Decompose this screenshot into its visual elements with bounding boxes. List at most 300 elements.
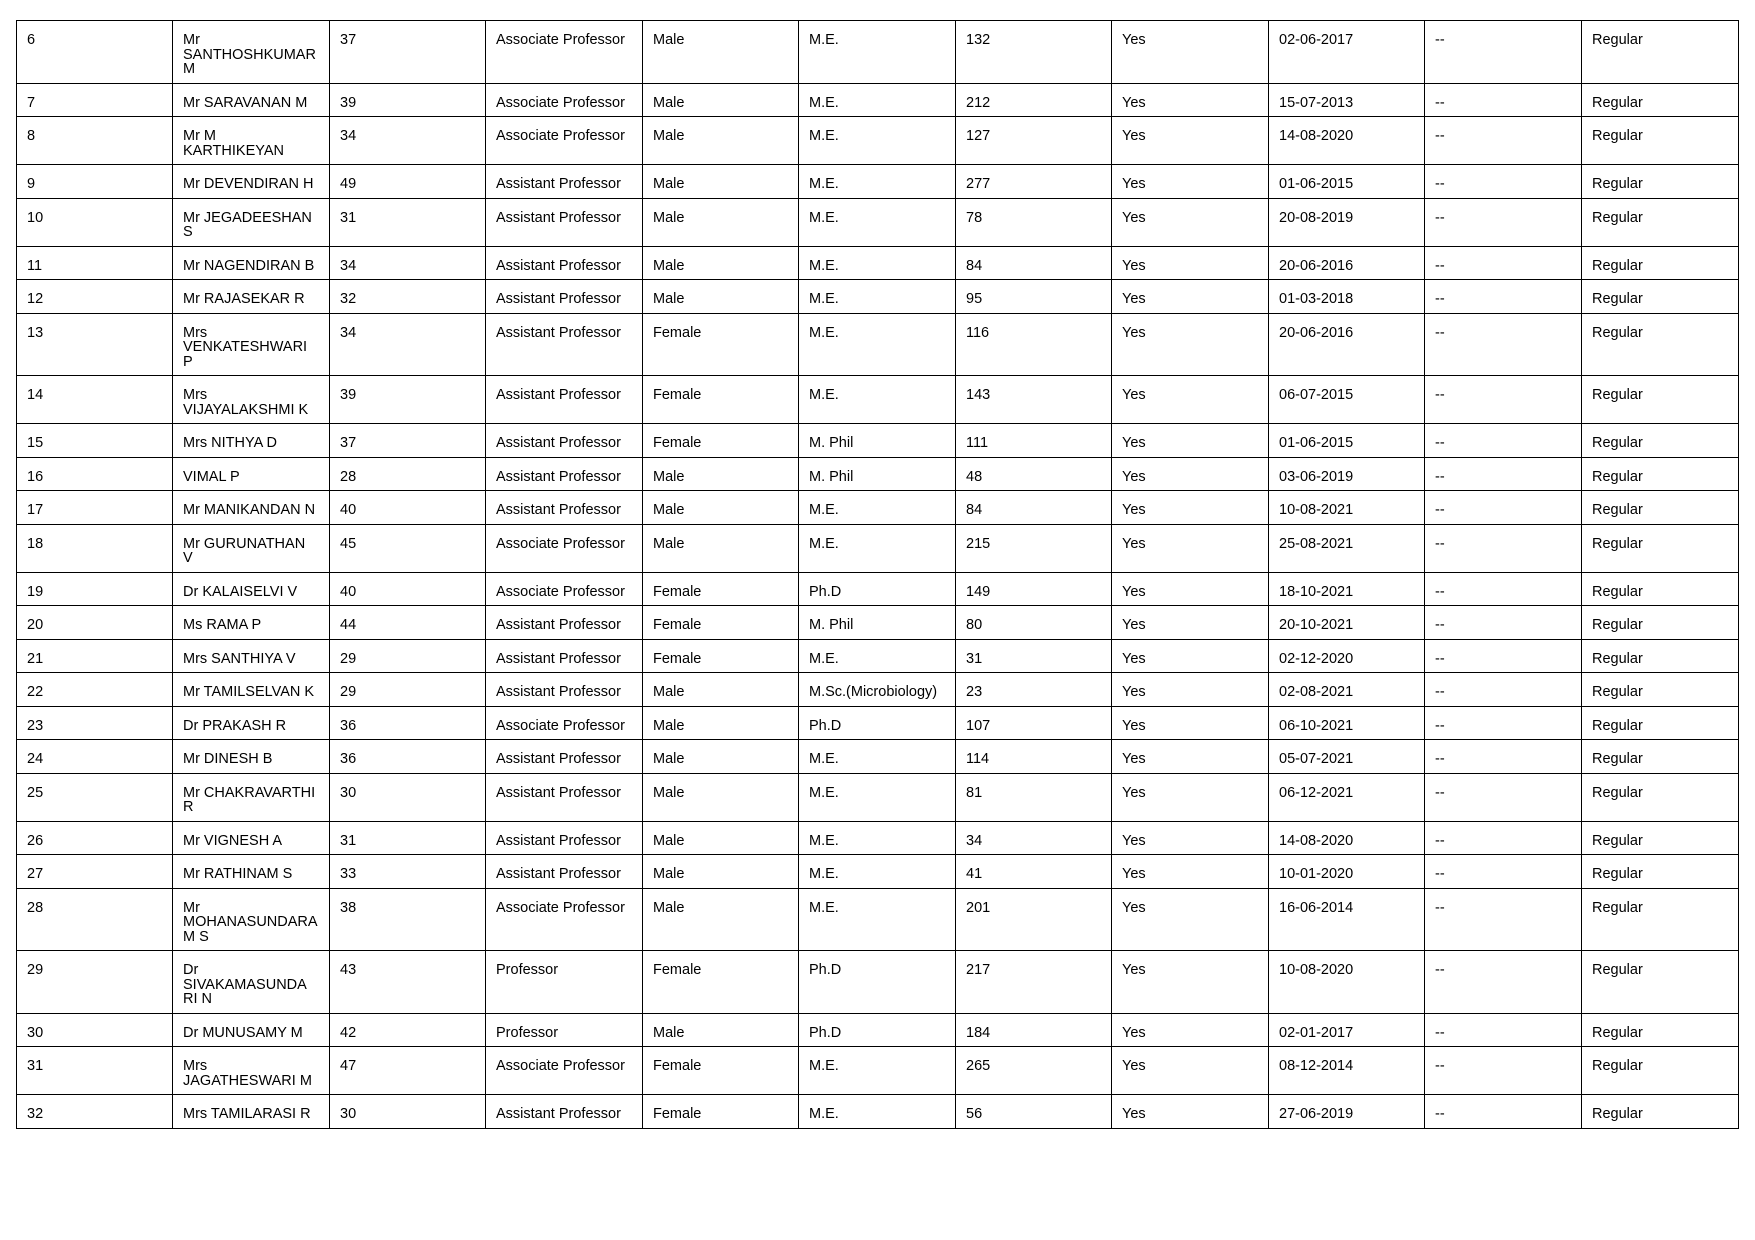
experience-cell: 84: [956, 491, 1112, 525]
qualification-cell: M. Phil: [799, 606, 956, 640]
leaving-date-cell: --: [1425, 117, 1582, 165]
table-row: [17, 280, 1739, 314]
name-line: KARTHIKEYAN: [183, 142, 284, 159]
joining-date-cell: 02-06-2017: [1269, 21, 1425, 84]
leaving-date-cell: --: [1425, 888, 1582, 951]
gender-cell: Male: [643, 524, 799, 572]
experience-cell: 80: [956, 606, 1112, 640]
name-line: M: [183, 61, 196, 77]
leaving-date-cell: --: [1425, 280, 1582, 314]
gender-cell: Male: [643, 1013, 799, 1047]
gender-cell: Male: [643, 855, 799, 889]
nature-of-association-cell: Regular: [1582, 1013, 1739, 1047]
name-cell: [173, 606, 330, 640]
nature-of-association-cell: Regular: [1582, 951, 1739, 1014]
table-row: [17, 165, 1739, 199]
serial-number-cell: 6: [17, 21, 173, 84]
table-row: [17, 376, 1739, 424]
experience-cell: 217: [956, 951, 1112, 1014]
gender-cell: Male: [643, 706, 799, 740]
name-line: Mr RATHINAM S: [183, 866, 293, 882]
name-cell: [173, 457, 330, 491]
currently-associated-cell: Yes: [1112, 524, 1269, 572]
gender-cell: Female: [643, 572, 799, 606]
joining-date-cell: 06-12-2021: [1269, 773, 1425, 821]
name-line: Mrs: [183, 387, 208, 403]
age-cell: 34: [330, 313, 486, 376]
qualification-cell: M.E.: [799, 524, 956, 572]
experience-cell: 41: [956, 855, 1112, 889]
name-cell: [173, 773, 330, 821]
qualification-cell: M.E.: [799, 773, 956, 821]
serial-number-cell: 8: [17, 117, 173, 165]
name-cell: [173, 951, 330, 1014]
nature-of-association-cell: Regular: [1582, 491, 1739, 525]
experience-cell: 34: [956, 821, 1112, 855]
leaving-date-cell: --: [1425, 21, 1582, 84]
name-line: RI N: [183, 991, 212, 1007]
currently-associated-cell: Yes: [1112, 83, 1269, 117]
table-row: [17, 491, 1739, 525]
qualification-cell: M.E.: [799, 313, 956, 376]
age-cell: 49: [330, 165, 486, 199]
gender-cell: Male: [643, 888, 799, 951]
serial-number-cell: 17: [17, 491, 173, 525]
age-cell: 39: [330, 83, 486, 117]
name-line: Mr MANIKANDAN N: [183, 502, 316, 518]
serial-number-cell: 16: [17, 457, 173, 491]
age-cell: 33: [330, 855, 486, 889]
designation-cell: Assistant Professor: [486, 424, 643, 458]
currently-associated-cell: Yes: [1112, 951, 1269, 1014]
gender-cell: Male: [643, 21, 799, 84]
leaving-date-cell: --: [1425, 246, 1582, 280]
currently-associated-cell: Yes: [1112, 491, 1269, 525]
currently-associated-cell: Yes: [1112, 457, 1269, 491]
joining-date-cell: 10-08-2020: [1269, 951, 1425, 1014]
name-cell: [173, 524, 330, 572]
currently-associated-cell: Yes: [1112, 606, 1269, 640]
name-cell: [173, 21, 330, 84]
age-cell: 36: [330, 740, 486, 774]
nature-of-association-cell: Regular: [1582, 424, 1739, 458]
serial-number-cell: 14: [17, 376, 173, 424]
designation-cell: Assistant Professor: [486, 855, 643, 889]
qualification-cell: Ph.D: [799, 951, 956, 1014]
gender-cell: Female: [643, 639, 799, 673]
name-line: Mr M: [183, 128, 217, 144]
serial-number-cell: 19: [17, 572, 173, 606]
leaving-date-cell: --: [1425, 83, 1582, 117]
age-cell: 37: [330, 21, 486, 84]
joining-date-cell: 14-08-2020: [1269, 821, 1425, 855]
currently-associated-cell: Yes: [1112, 673, 1269, 707]
serial-number-cell: 29: [17, 951, 173, 1014]
qualification-cell: M. Phil: [799, 424, 956, 458]
name-line: Mrs: [183, 1058, 208, 1074]
name-line: Mr CHAKRAVARTHI: [183, 784, 316, 801]
designation-cell: Associate Professor: [486, 888, 643, 951]
serial-number-cell: 28: [17, 888, 173, 951]
table-row: [17, 524, 1739, 572]
experience-cell: 215: [956, 524, 1112, 572]
name-cell: [173, 572, 330, 606]
joining-date-cell: 01-06-2015: [1269, 424, 1425, 458]
age-cell: 47: [330, 1047, 486, 1095]
experience-cell: 81: [956, 773, 1112, 821]
name-cell: [173, 313, 330, 376]
nature-of-association-cell: Regular: [1582, 706, 1739, 740]
age-cell: 31: [330, 198, 486, 246]
qualification-cell: M.E.: [799, 639, 956, 673]
leaving-date-cell: --: [1425, 1013, 1582, 1047]
name-cell: [173, 1013, 330, 1047]
currently-associated-cell: Yes: [1112, 1095, 1269, 1129]
qualification-cell: M.E.: [799, 740, 956, 774]
nature-of-association-cell: Regular: [1582, 639, 1739, 673]
nature-of-association-cell: Regular: [1582, 888, 1739, 951]
serial-number-cell: 7: [17, 83, 173, 117]
name-line: Dr: [183, 962, 199, 978]
leaving-date-cell: --: [1425, 457, 1582, 491]
age-cell: 39: [330, 376, 486, 424]
name-line: Mr TAMILSELVAN K: [183, 684, 315, 700]
nature-of-association-cell: Regular: [1582, 1047, 1739, 1095]
nature-of-association-cell: Regular: [1582, 117, 1739, 165]
gender-cell: Male: [643, 117, 799, 165]
qualification-cell: Ph.D: [799, 1013, 956, 1047]
designation-cell: Assistant Professor: [486, 673, 643, 707]
experience-cell: 212: [956, 83, 1112, 117]
designation-cell: Assistant Professor: [486, 639, 643, 673]
joining-date-cell: 06-10-2021: [1269, 706, 1425, 740]
nature-of-association-cell: Regular: [1582, 673, 1739, 707]
name-cell: [173, 376, 330, 424]
serial-number-cell: 9: [17, 165, 173, 199]
name-line: Dr KALAISELVI V: [183, 583, 298, 600]
qualification-cell: Ph.D: [799, 706, 956, 740]
gender-cell: Female: [643, 376, 799, 424]
name-line: R: [183, 799, 194, 815]
designation-cell: Assistant Professor: [486, 376, 643, 424]
gender-cell: Female: [643, 424, 799, 458]
designation-cell: Associate Professor: [486, 706, 643, 740]
serial-number-cell: 23: [17, 706, 173, 740]
table-row: [17, 457, 1739, 491]
designation-cell: Assistant Professor: [486, 280, 643, 314]
experience-cell: 132: [956, 21, 1112, 84]
nature-of-association-cell: Regular: [1582, 198, 1739, 246]
table-row: [17, 855, 1739, 889]
name-cell: [173, 673, 330, 707]
age-cell: 42: [330, 1013, 486, 1047]
designation-cell: Professor: [486, 951, 643, 1014]
experience-cell: 111: [956, 424, 1112, 458]
name-line: Mrs: [183, 324, 208, 341]
nature-of-association-cell: Regular: [1582, 376, 1739, 424]
currently-associated-cell: Yes: [1112, 572, 1269, 606]
name-line: P: [183, 353, 193, 370]
gender-cell: Male: [643, 280, 799, 314]
name-line: Mr: [183, 899, 200, 916]
serial-number-cell: 13: [17, 313, 173, 376]
name-cell: [173, 639, 330, 673]
designation-cell: Professor: [486, 1013, 643, 1047]
currently-associated-cell: Yes: [1112, 246, 1269, 280]
experience-cell: 184: [956, 1013, 1112, 1047]
currently-associated-cell: Yes: [1112, 639, 1269, 673]
name-cell: [173, 706, 330, 740]
age-cell: 30: [330, 1095, 486, 1129]
leaving-date-cell: --: [1425, 313, 1582, 376]
name-cell: [173, 1095, 330, 1129]
serial-number-cell: 27: [17, 855, 173, 889]
leaving-date-cell: --: [1425, 855, 1582, 889]
joining-date-cell: 02-12-2020: [1269, 639, 1425, 673]
currently-associated-cell: Yes: [1112, 165, 1269, 199]
joining-date-cell: 14-08-2020: [1269, 117, 1425, 165]
age-cell: 36: [330, 706, 486, 740]
name-line: VIMAL P: [183, 468, 240, 485]
table-row: [17, 21, 1739, 84]
name-line: SANTHOSHKUMAR: [183, 46, 316, 63]
name-line: JAGATHESWARI M: [183, 1072, 312, 1089]
leaving-date-cell: --: [1425, 773, 1582, 821]
name-line: Dr PRAKASH R: [183, 717, 287, 734]
serial-number-cell: 15: [17, 424, 173, 458]
name-line: Mr: [183, 32, 200, 48]
currently-associated-cell: Yes: [1112, 313, 1269, 376]
leaving-date-cell: --: [1425, 673, 1582, 707]
table-row: [17, 821, 1739, 855]
gender-cell: Male: [643, 491, 799, 525]
name-line: Mrs NITHYA D: [183, 435, 277, 451]
joining-date-cell: 03-06-2019: [1269, 457, 1425, 491]
gender-cell: Female: [643, 606, 799, 640]
table-row: [17, 1095, 1739, 1129]
nature-of-association-cell: Regular: [1582, 165, 1739, 199]
gender-cell: Male: [643, 773, 799, 821]
name-cell: [173, 1047, 330, 1095]
name-line: Mr JEGADEESHAN: [183, 209, 312, 226]
joining-date-cell: 01-03-2018: [1269, 280, 1425, 314]
currently-associated-cell: Yes: [1112, 821, 1269, 855]
experience-cell: 277: [956, 165, 1112, 199]
nature-of-association-cell: Regular: [1582, 83, 1739, 117]
leaving-date-cell: --: [1425, 491, 1582, 525]
joining-date-cell: 05-07-2021: [1269, 740, 1425, 774]
name-cell: [173, 198, 330, 246]
nature-of-association-cell: Regular: [1582, 524, 1739, 572]
serial-number-cell: 10: [17, 198, 173, 246]
name-line: Ms RAMA P: [183, 617, 262, 633]
name-line: Mr GURUNATHAN: [183, 535, 306, 552]
table-row: [17, 639, 1739, 673]
leaving-date-cell: --: [1425, 376, 1582, 424]
name-line: V: [183, 550, 193, 566]
serial-number-cell: 25: [17, 773, 173, 821]
name-cell: [173, 246, 330, 280]
currently-associated-cell: Yes: [1112, 855, 1269, 889]
experience-cell: 23: [956, 673, 1112, 707]
name-line: MOHANASUNDARA: [183, 914, 318, 930]
designation-cell: Associate Professor: [486, 83, 643, 117]
qualification-cell: M.E.: [799, 855, 956, 889]
designation-cell: Assistant Professor: [486, 740, 643, 774]
leaving-date-cell: --: [1425, 424, 1582, 458]
name-cell: [173, 83, 330, 117]
table-row: [17, 706, 1739, 740]
name-cell: [173, 117, 330, 165]
joining-date-cell: 06-07-2015: [1269, 376, 1425, 424]
nature-of-association-cell: Regular: [1582, 313, 1739, 376]
qualification-cell: M.E.: [799, 21, 956, 84]
gender-cell: Male: [643, 198, 799, 246]
age-cell: 43: [330, 951, 486, 1014]
currently-associated-cell: Yes: [1112, 280, 1269, 314]
age-cell: 30: [330, 773, 486, 821]
currently-associated-cell: Yes: [1112, 1047, 1269, 1095]
designation-cell: Assistant Professor: [486, 246, 643, 280]
table-row: [17, 424, 1739, 458]
designation-cell: Assistant Professor: [486, 773, 643, 821]
leaving-date-cell: --: [1425, 572, 1582, 606]
gender-cell: Female: [643, 313, 799, 376]
experience-cell: 48: [956, 457, 1112, 491]
gender-cell: Female: [643, 951, 799, 1014]
designation-cell: Assistant Professor: [486, 1095, 643, 1129]
experience-cell: 78: [956, 198, 1112, 246]
qualification-cell: M.E.: [799, 1095, 956, 1129]
joining-date-cell: 25-08-2021: [1269, 524, 1425, 572]
experience-cell: 31: [956, 639, 1112, 673]
age-cell: 37: [330, 424, 486, 458]
table-row: [17, 773, 1739, 821]
age-cell: 34: [330, 117, 486, 165]
age-cell: 45: [330, 524, 486, 572]
nature-of-association-cell: Regular: [1582, 21, 1739, 84]
qualification-cell: M. Phil: [799, 457, 956, 491]
joining-date-cell: 10-01-2020: [1269, 855, 1425, 889]
nature-of-association-cell: Regular: [1582, 773, 1739, 821]
gender-cell: Male: [643, 740, 799, 774]
table-row: [17, 1013, 1739, 1047]
joining-date-cell: 20-08-2019: [1269, 198, 1425, 246]
gender-cell: Male: [643, 246, 799, 280]
leaving-date-cell: --: [1425, 1095, 1582, 1129]
name-cell: [173, 888, 330, 951]
age-cell: 40: [330, 572, 486, 606]
table-row: [17, 1047, 1739, 1095]
designation-cell: Associate Professor: [486, 117, 643, 165]
nature-of-association-cell: Regular: [1582, 855, 1739, 889]
designation-cell: Assistant Professor: [486, 198, 643, 246]
qualification-cell: M.E.: [799, 165, 956, 199]
faculty-table: [16, 20, 1739, 1129]
gender-cell: Male: [643, 673, 799, 707]
table-row: [17, 951, 1739, 1014]
experience-cell: 114: [956, 740, 1112, 774]
name-line: S: [183, 224, 193, 240]
experience-cell: 84: [956, 246, 1112, 280]
nature-of-association-cell: Regular: [1582, 1095, 1739, 1129]
table-row: [17, 572, 1739, 606]
age-cell: 38: [330, 888, 486, 951]
age-cell: 29: [330, 639, 486, 673]
age-cell: 31: [330, 821, 486, 855]
qualification-cell: M.E.: [799, 246, 956, 280]
qualification-cell: M.Sc.(Microbiology): [799, 673, 956, 707]
qualification-cell: M.E.: [799, 83, 956, 117]
table-row: [17, 673, 1739, 707]
experience-cell: 127: [956, 117, 1112, 165]
gender-cell: Male: [643, 83, 799, 117]
currently-associated-cell: Yes: [1112, 1013, 1269, 1047]
qualification-cell: M.E.: [799, 198, 956, 246]
serial-number-cell: 26: [17, 821, 173, 855]
name-line: Mr NAGENDIRAN B: [183, 257, 315, 274]
currently-associated-cell: Yes: [1112, 117, 1269, 165]
currently-associated-cell: Yes: [1112, 198, 1269, 246]
designation-cell: Associate Professor: [486, 1047, 643, 1095]
designation-cell: Associate Professor: [486, 21, 643, 84]
faculty-table-body: [17, 21, 1739, 1129]
designation-cell: Associate Professor: [486, 524, 643, 572]
joining-date-cell: 20-10-2021: [1269, 606, 1425, 640]
table-row: [17, 606, 1739, 640]
table-row: [17, 198, 1739, 246]
qualification-cell: M.E.: [799, 1047, 956, 1095]
serial-number-cell: 11: [17, 246, 173, 280]
name-line: VENKATESHWARI: [183, 339, 308, 355]
name-line: SIVAKAMASUNDA: [183, 976, 307, 993]
leaving-date-cell: --: [1425, 165, 1582, 199]
name-line: Mr VIGNESH A: [183, 832, 283, 849]
experience-cell: 116: [956, 313, 1112, 376]
table-row: [17, 246, 1739, 280]
experience-cell: 107: [956, 706, 1112, 740]
joining-date-cell: 02-01-2017: [1269, 1013, 1425, 1047]
joining-date-cell: 02-08-2021: [1269, 673, 1425, 707]
age-cell: 34: [330, 246, 486, 280]
name-line: Mrs SANTHIYA V: [183, 650, 296, 667]
designation-cell: Assistant Professor: [486, 821, 643, 855]
serial-number-cell: 18: [17, 524, 173, 572]
leaving-date-cell: --: [1425, 821, 1582, 855]
nature-of-association-cell: Regular: [1582, 280, 1739, 314]
designation-cell: Assistant Professor: [486, 165, 643, 199]
gender-cell: Female: [643, 1047, 799, 1095]
age-cell: 44: [330, 606, 486, 640]
currently-associated-cell: Yes: [1112, 740, 1269, 774]
gender-cell: Male: [643, 457, 799, 491]
experience-cell: 149: [956, 572, 1112, 606]
age-cell: 29: [330, 673, 486, 707]
qualification-cell: M.E.: [799, 280, 956, 314]
leaving-date-cell: --: [1425, 524, 1582, 572]
serial-number-cell: 21: [17, 639, 173, 673]
nature-of-association-cell: Regular: [1582, 606, 1739, 640]
nature-of-association-cell: Regular: [1582, 821, 1739, 855]
name-cell: [173, 280, 330, 314]
serial-number-cell: 32: [17, 1095, 173, 1129]
table-row: [17, 117, 1739, 165]
leaving-date-cell: --: [1425, 198, 1582, 246]
qualification-cell: M.E.: [799, 376, 956, 424]
joining-date-cell: 15-07-2013: [1269, 83, 1425, 117]
name-cell: [173, 424, 330, 458]
designation-cell: Assistant Professor: [486, 457, 643, 491]
